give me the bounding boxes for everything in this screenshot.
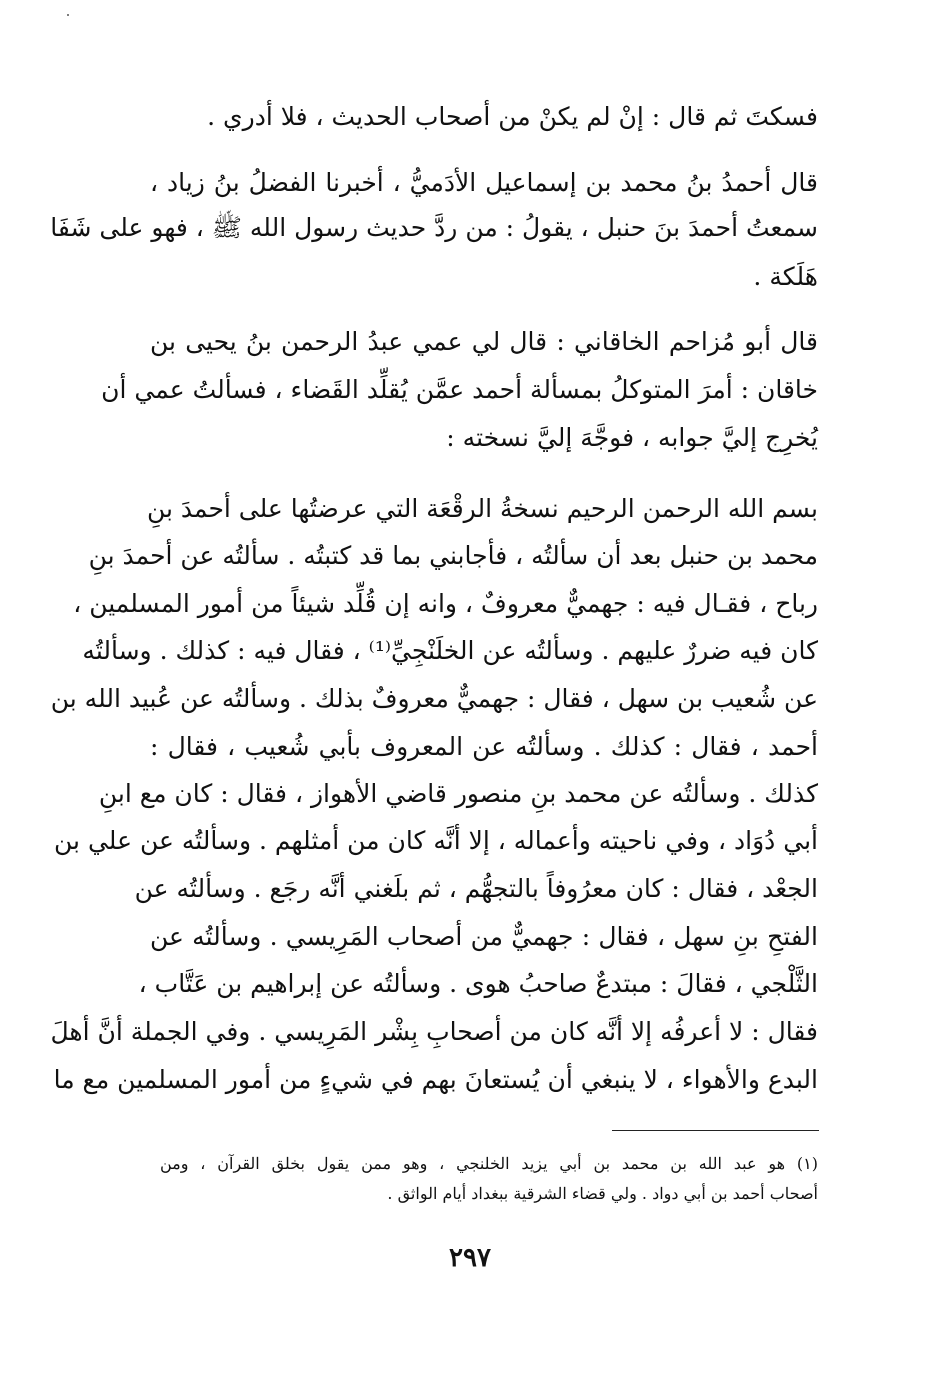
body-line: محمد بن حنبل بعد أن سألتُه ، فأجابني بما قد كتبتُه . سألتُه عن أحمدَ بنِ	[88, 541, 818, 570]
body-line: سمعتُ أحمدَ بنَ حنبل ، يقولُ : من ردَّ حديث رسول الله ﷺ ، فهو على شَفَا	[50, 213, 818, 242]
body-line: البدع والأهواء ، لا ينبغي أن يُستعانَ بهم في شيءٍ من أمور المسلمين مع ما	[53, 1065, 818, 1094]
body-line: قال أحمدُ بنُ محمد بن إسماعيل الأدَميُّ ، أخبرنا الفضلُ بنُ زياد ،	[150, 168, 818, 197]
body-line: كذلك . وسألتُه عن محمد بنِ منصور قاضي الأهواز ، فقال : كان مع ابنِ	[98, 779, 818, 808]
body-line: أحمد ، فقال : كذلك . وسألتُه عن المعروف بأبي شُعيب ، فقال :	[150, 732, 818, 761]
body-line: قال أبو مُزاحم الخاقاني : قال لي عمي عبدُ الرحمن بنُ يحيى بن	[150, 327, 818, 356]
footnote-line: أصحاب أحمد بن أبي دواد . ولي قضاء الشرقية ببغداد أيام الواثق .	[387, 1184, 818, 1203]
body-line: عن شُعيب بن سهل ، فقال : جهميٌّ معروفٌ بذلك . وسألتُه عن عُبيد الله بن	[50, 684, 818, 713]
body-line: الثَّلْجي ، فقالَ : مبتدعٌ صاحبُ هوى . وسألتُه عن إبراهيم بن عَتَّاب ،	[138, 969, 818, 998]
footnote-line: (١) هو عبد الله بن محمد بن أبي يزيد الخلنجي ، وهو ممن يقول بخلق القرآن ، ومن	[160, 1154, 818, 1173]
footnote-separator	[612, 1130, 819, 1131]
page-number: ٢٩٧	[449, 1243, 491, 1273]
body-line: خاقان : أمرَ المتوكلُ بمسألة أحمد عمَّن يُقلِّد القَضاء ، فسألتُ عمي أن	[101, 375, 818, 404]
body-line: فقال : لا أعرفُه إلا أنَّه كان من أصحابِ بِشْر المَرِيسي . وفي الجملة أنَّ أهلَ	[50, 1017, 818, 1046]
body-line: هَلَكة .	[753, 262, 818, 291]
body-line: رباح ، فقـال فيه : جهميٌّ معروفٌ ، وانه إن قُلِّد شيئاً من أمور المسلمين ،	[73, 589, 818, 618]
body-line: كان فيه ضررٌ عليهم . وسألتُه عن الخلَنْجِيِّ⁽¹⁾ ، فقال فيه : كذلك . وسألتُه	[82, 636, 818, 665]
body-line: بسم الله الرحمن الرحيم نسخةُ الرقْعَة التي عرضتُها على أحمدَ بنِ	[146, 494, 818, 523]
body-line: يُخرِج إليَّ جوابه ، فوجَّهَ إليَّ نسخته :	[446, 423, 818, 452]
body-line: أبي دُوَاد ، وفي ناحيته وأعماله ، إلا أنَّه كان من أمثلهم . وسألتُه عن علي بن	[54, 826, 818, 855]
scan-speck	[67, 14, 69, 16]
body-line: الجعْد ، فقال : كان معرُوفاً بالتجهُّم ، ثم بلَغني أنَّه رجَع . وسألتُه عن	[134, 874, 818, 903]
body-line: فسكتَ ثم قال : إنْ لم يكنْ من أصحاب الحديث ، فلا أدري .	[207, 102, 818, 131]
body-line: الفتحِ بنِ سهل ، فقال : جهميٌّ من أصحاب المَرِيسي . وسألتُه عن	[150, 922, 818, 951]
